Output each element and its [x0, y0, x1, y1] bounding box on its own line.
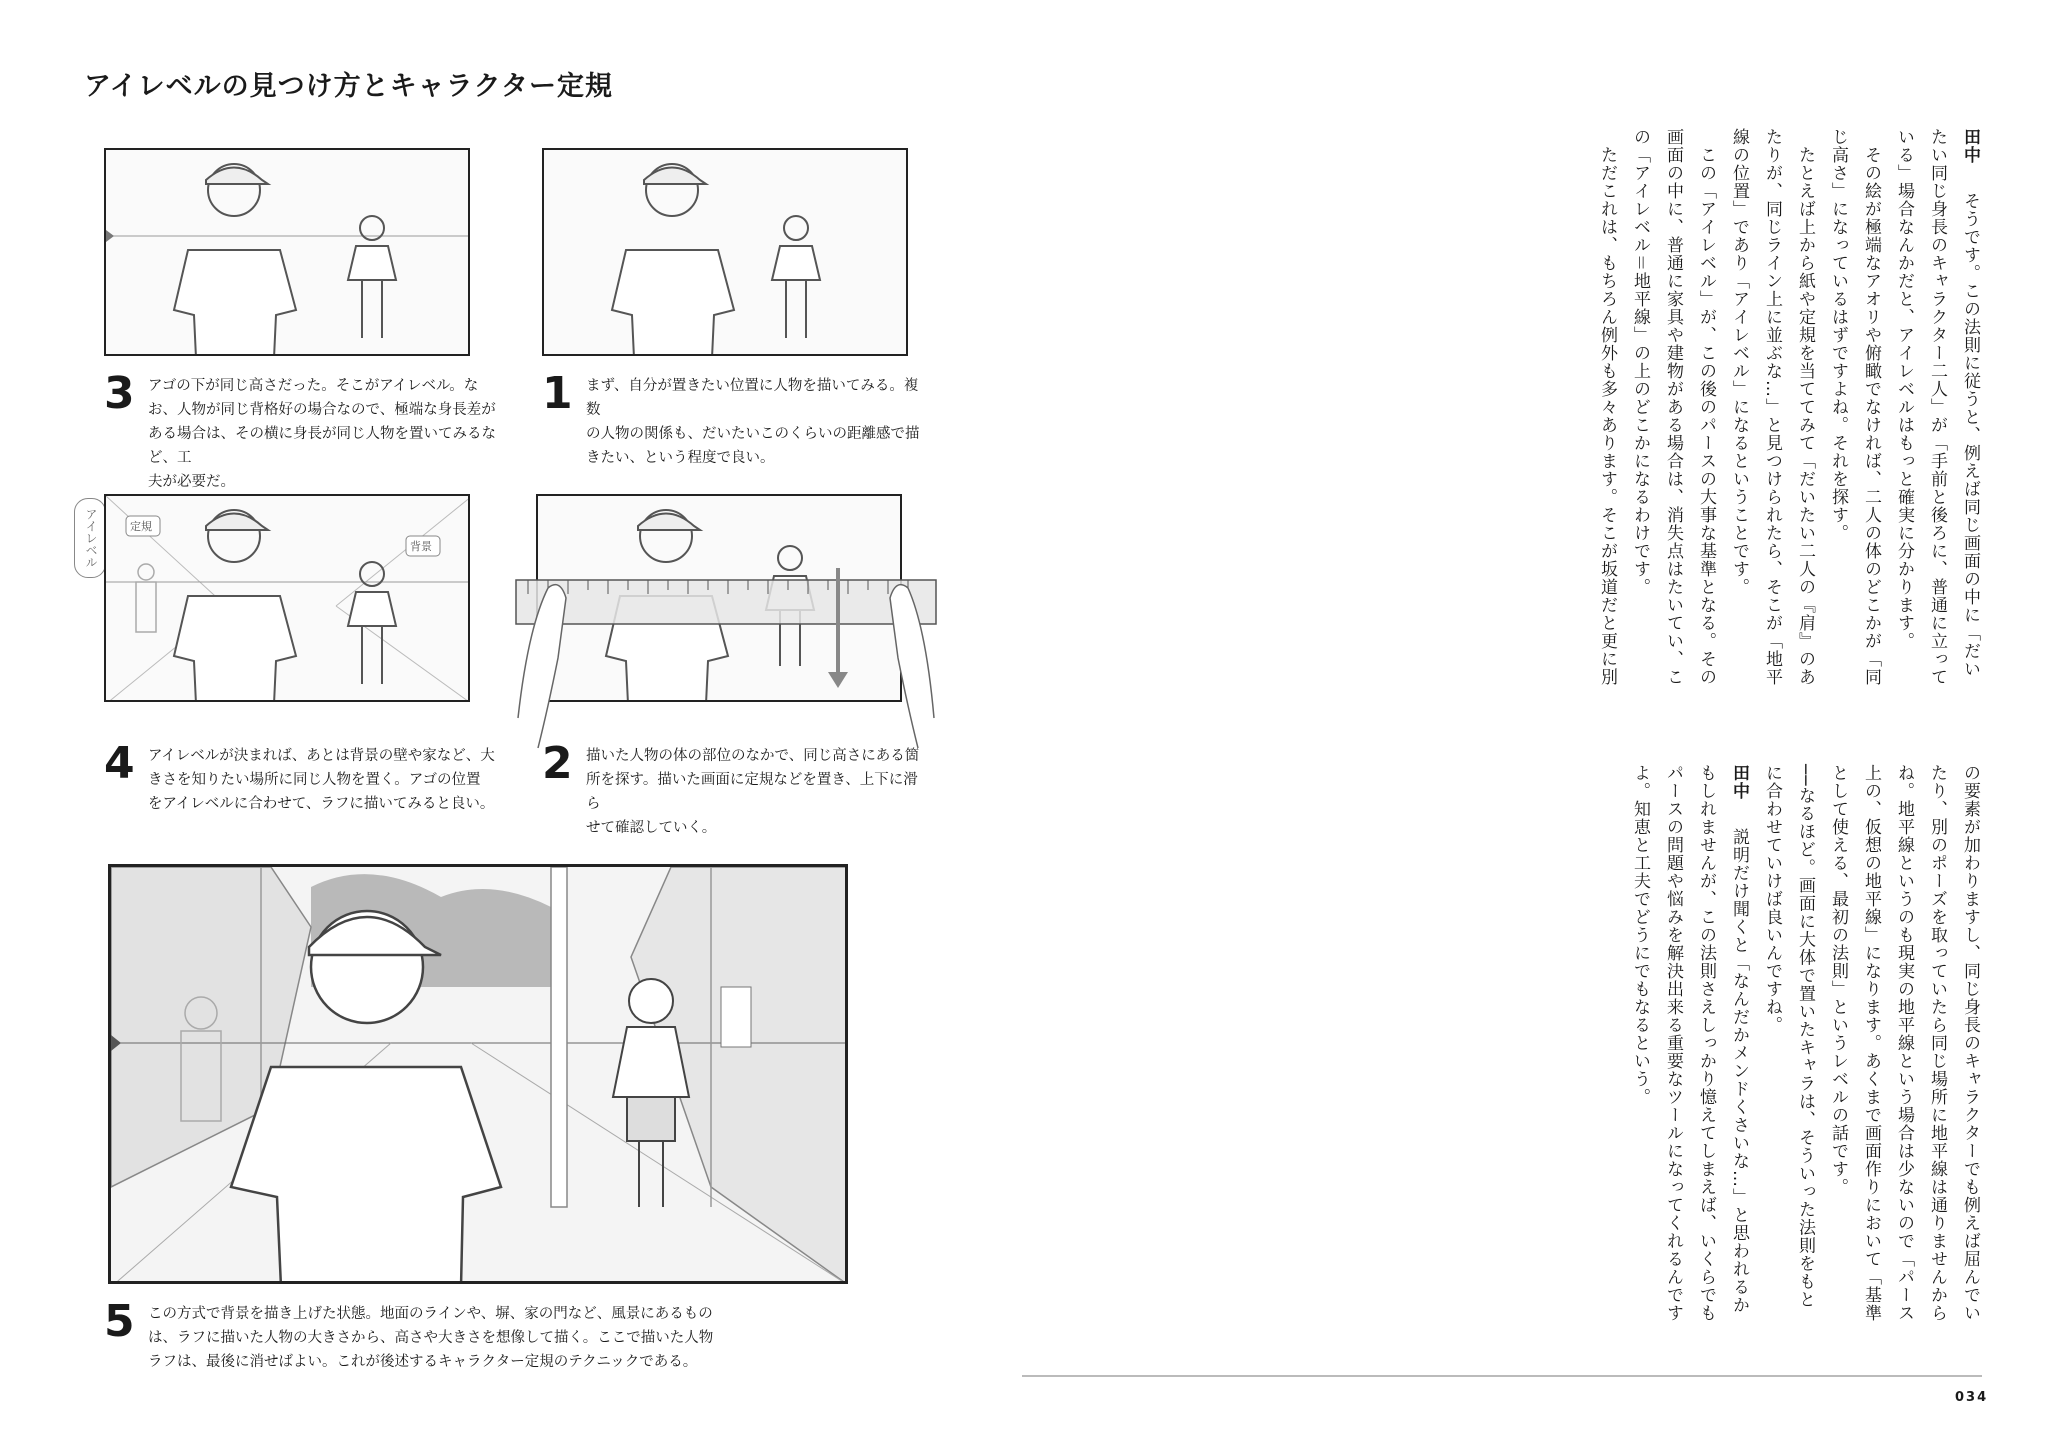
caption-text [148, 1302, 713, 1374]
body-paragraph [1590, 128, 1623, 688]
paragraph-text: 説明だけ聞くと「なんだかメンドくさいな…」と思われるかもしれませんが、この法則さえしっかり憶えてしまえば、いくらでもパースの問題や悩みを解決出来る重要なツールになってくれるんですよ。知恵と工夫でどうにでもなるという。 [1630, 764, 1749, 1322]
illustration-panel-5 [108, 864, 848, 1284]
speaker-label: 田中 [1729, 764, 1749, 800]
caption-line: きさを知りたい場所に同じ人物を置く。アゴの位置 [148, 772, 481, 788]
caption-line: は、ラフに描いた人物の大きさから、高さや大きさを想像して描く。ここで描いた人物 [148, 1330, 714, 1346]
caption-2 [542, 738, 922, 836]
sketch-label-ruler: 定規 [130, 520, 152, 533]
caption-number: 4 [104, 738, 135, 789]
caption-5 [104, 1296, 724, 1380]
caption-line: せて確認していく。 [586, 820, 717, 836]
caption-line: お、人物が同じ背格好の場合なので、極端な身長差が [148, 402, 496, 418]
page-number: 034 [1955, 1390, 1989, 1405]
caption-text [148, 374, 524, 494]
sketch-scene [111, 867, 848, 1284]
illustration-panel-3 [104, 148, 470, 356]
body-text-lower [1570, 764, 1986, 1324]
ruler-overlay [508, 568, 944, 758]
caption-line: をアイレベルに合わせて、ラフに描いてみると良い。 [148, 796, 495, 812]
body-paragraph [1722, 128, 1821, 688]
caption-line: きたい、という程度で良い。 [586, 450, 775, 466]
illustration-panel-1 [542, 148, 908, 356]
caption-3 [104, 368, 524, 490]
caption-number: 2 [542, 738, 573, 789]
paragraph-text: の要素が加わりますし、同じ身長のキャラクターでも例えば屈んでいたり、別のポーズを取っていたら同じ場所に地平線は通りませんからね。地平線というのも現実の地平線という場合は少ないので「パース上の、仮想の地平線」になります。あくまで画面作りにおいて「基準として使える、最初の法則」というレベルの話です。 [1828, 764, 1980, 1322]
caption-line: まず、自分が置きたい位置に人物を描いてみる。複数 [586, 378, 919, 418]
caption-number: 1 [542, 368, 573, 419]
caption-line: の人物の関係も、だいたいこのくらいの距離感で描 [586, 426, 920, 442]
caption-line: アゴの下が同じ高さだった。そこがアイレベル。な [148, 378, 479, 394]
body-paragraph [1887, 128, 1986, 688]
body-paragraph [1623, 764, 1755, 1324]
paragraph-text: ──なるほど。画面に大体で置いたキャラは、そういった法則をもとに合わせていけば良いんですね。 [1762, 764, 1815, 1309]
caption-line: ある場合は、その横に身長が同じ人物を置いてみるなど、工 [148, 426, 496, 466]
sketch-label-background: 背景 [410, 540, 432, 553]
caption-text [148, 744, 495, 816]
caption-number: 5 [104, 1296, 135, 1347]
sketch-figures [106, 496, 470, 702]
illustration-panel-4 [104, 494, 470, 702]
caption-line: 描いた人物の体の部位のなかで、同じ高さにある箇 [586, 748, 920, 764]
caption-text [586, 374, 922, 470]
margin-note [74, 498, 106, 578]
caption-line: ラフは、最後に消せばよい。これが後述するキャラクター定規のテクニックである。 [148, 1354, 698, 1370]
margin-note-text: アイレベル [84, 508, 98, 568]
body-text-upper [1536, 128, 1986, 688]
caption-1 [542, 368, 922, 466]
sketch-figures [544, 150, 908, 356]
caption-number: 3 [104, 368, 135, 419]
caption-4 [104, 738, 504, 822]
body-paragraph [1755, 764, 1821, 1324]
body-paragraph [1821, 128, 1887, 688]
body-paragraph [1821, 764, 1986, 1324]
caption-text [586, 744, 922, 840]
sketch-figures [106, 150, 470, 356]
paragraph-text: そうです。この法則に従うと、例えば同じ画面の中に「だいたい同じ身長のキャラクター二人」が「手前と後ろに、普通に立っている」場合なんかだと、アイレベルはもっと確実に分かります。 [1894, 128, 1980, 686]
caption-line: アイレベルが決まれば、あとは背景の壁や家など、大 [148, 748, 495, 764]
caption-line: 所を探す。描いた画面に定規などを置き、上下に滑ら [586, 772, 918, 812]
paragraph-text: ただこれは、もちろん例外も多々あります。そこが坂道だと更に別 [1597, 146, 1617, 686]
footer-rule [1022, 1375, 1982, 1377]
caption-line: この方式で背景を描き上げた状態。地面のラインや、塀、家の門など、風景にあるもの [148, 1306, 713, 1322]
paragraph-text: たとえば上から紙や定規を当ててみて「だいたい二人の『肩』のあたりが、同じライン上に並ぶな…」と見つけられたら、そこが「地平線の位置」であり「アイレベル」になるということです。 [1729, 128, 1815, 686]
body-paragraph [1623, 128, 1722, 688]
paragraph-text: この「アイレベル」が、この後のパースの大事な基準となる。その画面の中に、普通に家具や建物がある場合は、消失点はたいてい、この「アイレベル＝地平線」の上のどこかになるわけです。 [1630, 128, 1716, 686]
page-title: アイレベルの見つけ方とキャラクター定規 [84, 71, 614, 102]
caption-line: 夫が必要だ。 [148, 474, 235, 490]
speaker-label: 田中 [1960, 128, 1980, 164]
paragraph-text: その絵が極端なアオリや俯瞰でなければ、二人の体のどこかが「同じ高さ」になっているはずですよね。それを探す。 [1828, 128, 1881, 686]
